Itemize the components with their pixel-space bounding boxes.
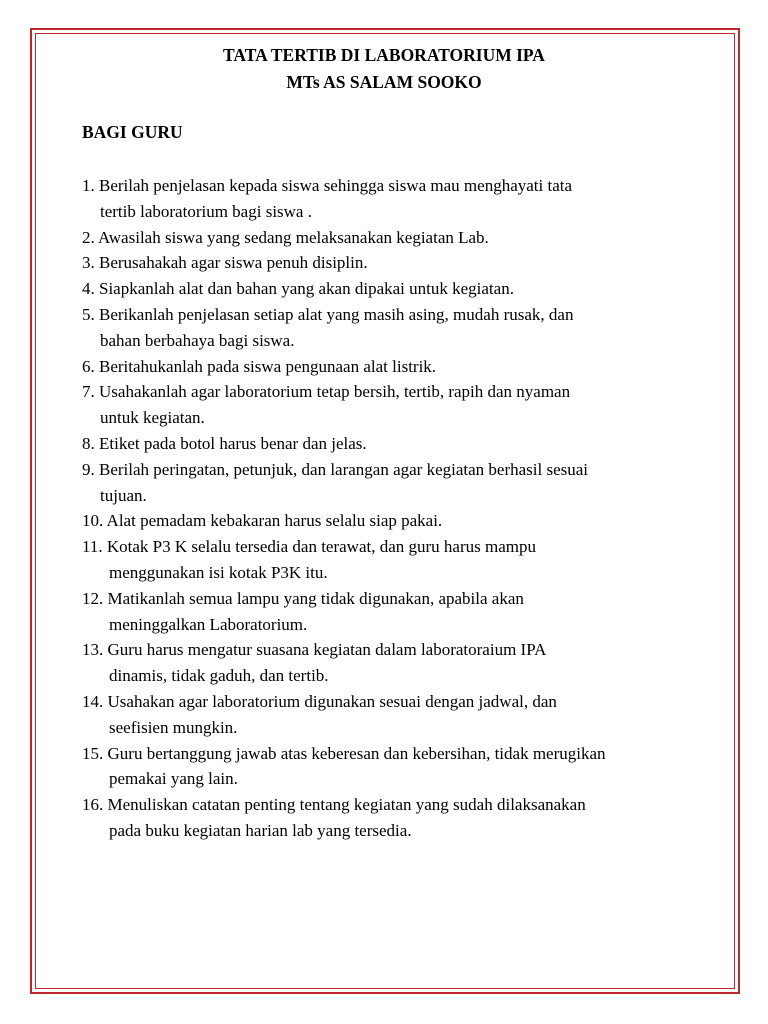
rule-3-line-1: 3. Berusahakah agar siswa penuh disiplin. [82,253,368,273]
rule-item-7 [82,379,732,431]
rule-14-line-1: 14. Usahakan agar laboratorium digunakan sesuai dengan jadwal, dan [82,691,557,711]
rule-item-4 [82,276,732,302]
rule-item-2 [82,225,732,251]
rule-item-11 [82,534,732,586]
rule-item-3 [82,250,732,276]
document-subtitle: MTs AS SALAM SOOKO [286,72,482,92]
rule-5-line-2: bahan berbahaya bagi siswa. [100,330,295,350]
rule-item-15 [82,741,732,793]
rule-4-line-1: 4. Siapkanlah alat dan bahan yang akan dipakai untuk kegiatan. [82,279,514,299]
rule-item-6 [82,354,732,380]
rule-item-13 [82,637,732,689]
rule-6-line-1: 6. Beritahukanlah pada siswa pengunaan alat listrik. [82,356,437,376]
rule-item-9 [82,457,732,509]
rule-7-line-2: untuk kegiatan. [100,408,205,428]
rule-9-line-1: 9. Berilah peringatan, petunjuk, dan larangan agar kegiatan berhasil sesuai [82,459,589,479]
rule-16-line-1: 16. Menuliskan catatan penting tentang kegiatan yang sudah dilaksanakan [82,795,586,815]
rule-item-1 [82,173,732,225]
rule-item-12 [82,586,732,638]
rule-5-line-1: 5. Berikanlah penjelasan setiap alat yang masih asing, mudah rusak, dan [82,304,574,324]
rule-13-line-2: dinamis, tidak gaduh, dan tertib. [109,666,329,686]
rule-14-line-2: seefisien mungkin. [109,717,238,737]
rule-8-line-1: 8. Etiket pada botol harus benar dan jelas. [82,433,367,453]
rule-16-line-2: pada buku kegiatan harian lab yang tersedia. [109,820,412,840]
rule-2-line-1: 2. Awasilah siswa yang sedang melaksanakan kegiatan Lab. [82,227,489,247]
rule-15-line-2: pemakai yang lain. [109,769,238,789]
rule-1-line-2: tertib laboratorium bagi siswa . [100,201,312,221]
rule-9-line-2: tujuan. [100,485,147,505]
rules-list [82,173,732,844]
section-heading: BAGI GURU [82,122,183,142]
rule-7-line-1: 7. Usahakanlah agar laboratorium tetap bersih, tertib, rapih dan nyaman [82,382,571,402]
rule-item-10 [82,508,732,534]
document-title: TATA TERTIB DI LABORATORIUM IPA [223,45,545,65]
rule-item-5 [82,302,732,354]
rule-item-16 [82,792,732,844]
rule-13-line-1: 13. Guru harus mengatur suasana kegiatan dalam laboratoraium IPA [82,640,547,660]
rule-1-line-1: 1. Berilah penjelasan kepada siswa sehingga siswa mau menghayati tata [82,176,573,195]
rule-11-line-1: 11. Kotak P3 K selalu tersedia dan terawat, dan guru harus mampu [82,537,536,557]
rule-11-line-2: menggunakan isi kotak P3K itu. [109,562,328,582]
rule-12-line-1: 12. Matikanlah semua lampu yang tidak digunakan, apabila akan [82,588,524,608]
rule-item-14 [82,689,732,741]
rule-15-line-1: 15. Guru bertanggung jawab atas keberesan dan kebersihan, tidak merugikan [82,743,606,763]
rule-item-8 [82,431,732,457]
rule-12-line-2: meninggalkan Laboratorium. [109,614,308,634]
rule-10-line-1: 10. Alat pemadam kebakaran harus selalu siap pakai. [82,511,443,531]
